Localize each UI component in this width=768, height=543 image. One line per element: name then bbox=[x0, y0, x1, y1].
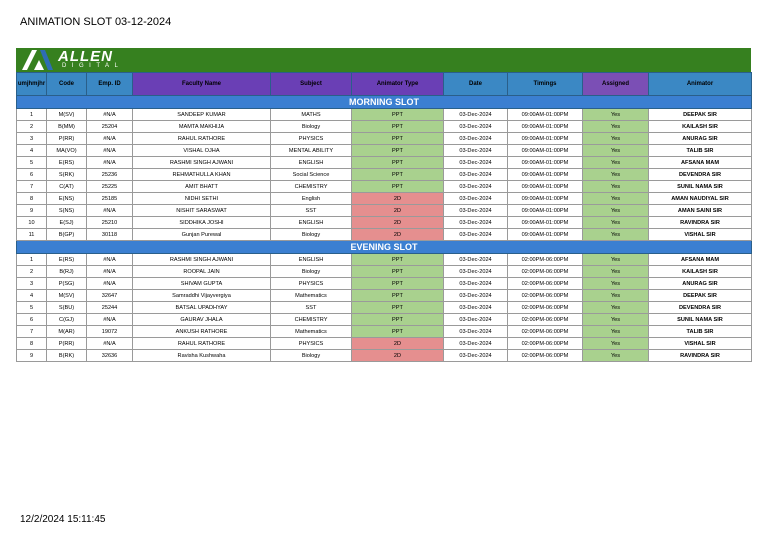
cell-timings: 09:00AM-01:00PM bbox=[508, 157, 583, 169]
table-row bbox=[17, 205, 752, 217]
cell-code: B(MM) bbox=[47, 121, 87, 133]
cell-animator: VISHAL SIR bbox=[649, 229, 752, 241]
cell-timings: 02:00PM-06:00PM bbox=[508, 290, 583, 302]
table-row bbox=[17, 266, 752, 278]
cell-code: B(GP) bbox=[47, 229, 87, 241]
cell-faculty-name: RASHMI SINGH AJWANI bbox=[133, 254, 271, 266]
cell-serial: 2 bbox=[17, 266, 47, 278]
col-header-code: Code bbox=[47, 73, 87, 96]
cell-assigned: Yes bbox=[583, 290, 649, 302]
cell-serial: 5 bbox=[17, 157, 47, 169]
cell-date: 03-Dec-2024 bbox=[444, 302, 508, 314]
cell-faculty-name: RAHUL RATHORE bbox=[133, 133, 271, 145]
cell-subject: PHYSICS bbox=[271, 133, 352, 145]
cell-faculty-name: RAHUL RATHORE bbox=[133, 338, 271, 350]
cell-animator: RAVINDRA SIR bbox=[649, 350, 752, 362]
cell-serial: 1 bbox=[17, 254, 47, 266]
cell-animator: TALIB SIR bbox=[649, 326, 752, 338]
table-row bbox=[17, 326, 752, 338]
cell-subject: Biology bbox=[271, 229, 352, 241]
cell-date: 03-Dec-2024 bbox=[444, 338, 508, 350]
cell-subject: SST bbox=[271, 205, 352, 217]
cell-emp-id: 25204 bbox=[87, 121, 133, 133]
cell-assigned: Yes bbox=[583, 266, 649, 278]
cell-code: E(SJ) bbox=[47, 217, 87, 229]
cell-date: 03-Dec-2024 bbox=[444, 254, 508, 266]
cell-assigned: Yes bbox=[583, 157, 649, 169]
cell-serial: 9 bbox=[17, 205, 47, 217]
cell-timings: 09:00AM-01:00PM bbox=[508, 217, 583, 229]
cell-date: 03-Dec-2024 bbox=[444, 229, 508, 241]
morning-slot-header bbox=[17, 96, 752, 109]
cell-timings: 09:00AM-01:00PM bbox=[508, 145, 583, 157]
cell-code: E(NS) bbox=[47, 193, 87, 205]
cell-animator: ANURAG SIR bbox=[649, 133, 752, 145]
logo-word: ALLEN bbox=[58, 48, 113, 65]
col-header-emp-id: Emp. ID bbox=[87, 73, 133, 96]
cell-animator: VISHAL SIR bbox=[649, 338, 752, 350]
cell-faculty-name: AMIT BHATT bbox=[133, 181, 271, 193]
cell-assigned: Yes bbox=[583, 193, 649, 205]
cell-faculty-name: SANDEEP KUMAR bbox=[133, 109, 271, 121]
cell-faculty-name: SHIVAM GUPTA bbox=[133, 278, 271, 290]
cell-emp-id: #N/A bbox=[87, 133, 133, 145]
cell-animator: DEVENDRA SIR bbox=[649, 169, 752, 181]
cell-animator-type: PPT bbox=[352, 109, 444, 121]
cell-assigned: Yes bbox=[583, 205, 649, 217]
cell-serial: 8 bbox=[17, 193, 47, 205]
cell-faculty-name: RASHMI SINGH AJWANI bbox=[133, 157, 271, 169]
cell-subject: Biology bbox=[271, 266, 352, 278]
cell-code: E(RS) bbox=[47, 157, 87, 169]
cell-timings: 09:00AM-01:00PM bbox=[508, 205, 583, 217]
col-header-assigned: Assigned bbox=[583, 73, 649, 96]
cell-serial: 4 bbox=[17, 145, 47, 157]
cell-code: S(BU) bbox=[47, 302, 87, 314]
slot-label: MORNING SLOT bbox=[17, 96, 752, 109]
cell-date: 03-Dec-2024 bbox=[444, 314, 508, 326]
table-row bbox=[17, 278, 752, 290]
cell-faculty-name: SIDDHIKA JOSHI bbox=[133, 217, 271, 229]
cell-subject: ENGLISH bbox=[271, 217, 352, 229]
cell-assigned: Yes bbox=[583, 302, 649, 314]
cell-emp-id: 25244 bbox=[87, 302, 133, 314]
cell-date: 03-Dec-2024 bbox=[444, 266, 508, 278]
cell-assigned: Yes bbox=[583, 314, 649, 326]
cell-serial: 5 bbox=[17, 302, 47, 314]
cell-timings: 09:00AM-01:00PM bbox=[508, 121, 583, 133]
cell-serial: 4 bbox=[17, 290, 47, 302]
table-body bbox=[17, 96, 752, 362]
cell-emp-id: #N/A bbox=[87, 205, 133, 217]
cell-code: M(AR) bbox=[47, 326, 87, 338]
cell-emp-id: 32636 bbox=[87, 350, 133, 362]
table-row bbox=[17, 229, 752, 241]
cell-animator-type: PPT bbox=[352, 290, 444, 302]
table-row bbox=[17, 193, 752, 205]
cell-date: 03-Dec-2024 bbox=[444, 193, 508, 205]
cell-animator-type: 2D bbox=[352, 193, 444, 205]
cell-faculty-name: REHMATHULLA KHAN bbox=[133, 169, 271, 181]
cell-animator-type: 2D bbox=[352, 205, 444, 217]
cell-code: B(RJ) bbox=[47, 266, 87, 278]
cell-animator-type: PPT bbox=[352, 302, 444, 314]
cell-assigned: Yes bbox=[583, 278, 649, 290]
table-row bbox=[17, 109, 752, 121]
cell-timings: 09:00AM-01:00PM bbox=[508, 193, 583, 205]
cell-emp-id: #N/A bbox=[87, 266, 133, 278]
cell-faculty-name: ANKUSH RATHORE bbox=[133, 326, 271, 338]
cell-timings: 02:00PM-06:00PM bbox=[508, 302, 583, 314]
cell-code: M(SV) bbox=[47, 290, 87, 302]
cell-code: C(GJ) bbox=[47, 314, 87, 326]
page-title: ANIMATION SLOT 03-12-2024 bbox=[20, 16, 172, 28]
cell-animator-type: PPT bbox=[352, 133, 444, 145]
cell-animator-type: PPT bbox=[352, 169, 444, 181]
cell-subject: MATHS bbox=[271, 109, 352, 121]
cell-serial: 1 bbox=[17, 109, 47, 121]
cell-faculty-name: Samraddhi Vijayvergiya bbox=[133, 290, 271, 302]
cell-timings: 02:00PM-06:00PM bbox=[508, 266, 583, 278]
cell-assigned: Yes bbox=[583, 181, 649, 193]
cell-emp-id: 25236 bbox=[87, 169, 133, 181]
table-row bbox=[17, 338, 752, 350]
cell-serial: 7 bbox=[17, 181, 47, 193]
cell-faculty-name: NIDHI SETHI bbox=[133, 193, 271, 205]
cell-animator-type: 2D bbox=[352, 350, 444, 362]
cell-serial: 3 bbox=[17, 133, 47, 145]
animation-slot-table bbox=[16, 72, 752, 362]
col-header-faculty-name: Faculty Name bbox=[133, 73, 271, 96]
cell-subject: SST bbox=[271, 302, 352, 314]
cell-code: P(RR) bbox=[47, 338, 87, 350]
cell-animator: DEEPAK SIR bbox=[649, 290, 752, 302]
cell-serial: 6 bbox=[17, 169, 47, 181]
cell-timings: 02:00PM-06:00PM bbox=[508, 278, 583, 290]
cell-assigned: Yes bbox=[583, 109, 649, 121]
cell-animator-type: PPT bbox=[352, 314, 444, 326]
cell-code: MA(VO) bbox=[47, 145, 87, 157]
allen-logo-icon bbox=[20, 49, 54, 71]
cell-animator-type: PPT bbox=[352, 145, 444, 157]
cell-serial: 8 bbox=[17, 338, 47, 350]
cell-timings: 02:00PM-06:00PM bbox=[508, 326, 583, 338]
cell-assigned: Yes bbox=[583, 133, 649, 145]
cell-animator: AMAN SAINI SIR bbox=[649, 205, 752, 217]
cell-emp-id: 25185 bbox=[87, 193, 133, 205]
col-header-date: Date bbox=[444, 73, 508, 96]
cell-animator-type: PPT bbox=[352, 254, 444, 266]
cell-faculty-name: GAURAV JHALA bbox=[133, 314, 271, 326]
cell-emp-id: 32647 bbox=[87, 290, 133, 302]
cell-animator-type: PPT bbox=[352, 181, 444, 193]
cell-date: 03-Dec-2024 bbox=[444, 157, 508, 169]
cell-timings: 09:00AM-01:00PM bbox=[508, 169, 583, 181]
cell-emp-id: #N/A bbox=[87, 157, 133, 169]
cell-subject: PHYSICS bbox=[271, 338, 352, 350]
cell-code: B(RK) bbox=[47, 350, 87, 362]
col-header-serial: umjhmjhr bbox=[17, 73, 47, 96]
cell-timings: 02:00PM-06:00PM bbox=[508, 350, 583, 362]
cell-animator: TALIB SIR bbox=[649, 145, 752, 157]
cell-animator-type: PPT bbox=[352, 157, 444, 169]
cell-subject: ENGLISH bbox=[271, 157, 352, 169]
cell-animator: RAVINDRA SIR bbox=[649, 217, 752, 229]
cell-date: 03-Dec-2024 bbox=[444, 109, 508, 121]
cell-serial: 3 bbox=[17, 278, 47, 290]
cell-animator: SUNIL NAMA SIR bbox=[649, 181, 752, 193]
cell-timings: 09:00AM-01:00PM bbox=[508, 181, 583, 193]
col-header-timings: Timings bbox=[508, 73, 583, 96]
cell-subject: CHEMISTRY bbox=[271, 181, 352, 193]
cell-assigned: Yes bbox=[583, 121, 649, 133]
brand-banner bbox=[16, 48, 751, 72]
cell-animator: AFSANA MAM bbox=[649, 254, 752, 266]
cell-date: 03-Dec-2024 bbox=[444, 121, 508, 133]
cell-code: P(RR) bbox=[47, 133, 87, 145]
table-row bbox=[17, 169, 752, 181]
cell-serial: 6 bbox=[17, 314, 47, 326]
cell-animator: AMAN NAUDIYAL SIR bbox=[649, 193, 752, 205]
cell-date: 03-Dec-2024 bbox=[444, 326, 508, 338]
cell-serial: 10 bbox=[17, 217, 47, 229]
table-row bbox=[17, 121, 752, 133]
cell-faculty-name: Gunjan Purewal bbox=[133, 229, 271, 241]
cell-assigned: Yes bbox=[583, 169, 649, 181]
cell-emp-id: 30118 bbox=[87, 229, 133, 241]
cell-serial: 7 bbox=[17, 326, 47, 338]
cell-date: 03-Dec-2024 bbox=[444, 278, 508, 290]
cell-emp-id: #N/A bbox=[87, 338, 133, 350]
cell-faculty-name: VISHAL OJHA bbox=[133, 145, 271, 157]
cell-timings: 02:00PM-06:00PM bbox=[508, 254, 583, 266]
cell-animator-type: PPT bbox=[352, 266, 444, 278]
cell-animator-type: PPT bbox=[352, 326, 444, 338]
table-row bbox=[17, 254, 752, 266]
cell-subject: CHEMISTRY bbox=[271, 314, 352, 326]
cell-subject: PHYSICS bbox=[271, 278, 352, 290]
cell-code: M(SV) bbox=[47, 109, 87, 121]
cell-date: 03-Dec-2024 bbox=[444, 217, 508, 229]
cell-serial: 11 bbox=[17, 229, 47, 241]
cell-animator: ANURAG SIR bbox=[649, 278, 752, 290]
col-header-subject: Subject bbox=[271, 73, 352, 96]
cell-date: 03-Dec-2024 bbox=[444, 290, 508, 302]
cell-code: S(RK) bbox=[47, 169, 87, 181]
cell-emp-id: 25210 bbox=[87, 217, 133, 229]
cell-subject: Biology bbox=[271, 121, 352, 133]
table-row bbox=[17, 314, 752, 326]
cell-date: 03-Dec-2024 bbox=[444, 205, 508, 217]
cell-code: E(RS) bbox=[47, 254, 87, 266]
cell-faculty-name: Ravisha Kushwaha bbox=[133, 350, 271, 362]
cell-subject: Mathematics bbox=[271, 290, 352, 302]
cell-code: C(AT) bbox=[47, 181, 87, 193]
col-header-animator-type: Animator Type bbox=[352, 73, 444, 96]
cell-faculty-name: BATSAL UPADHYAY bbox=[133, 302, 271, 314]
evening-slot-header bbox=[17, 241, 752, 254]
cell-timings: 09:00AM-01:00PM bbox=[508, 229, 583, 241]
cell-subject: Mathematics bbox=[271, 326, 352, 338]
cell-assigned: Yes bbox=[583, 326, 649, 338]
cell-faculty-name: ROOPAL JAIN bbox=[133, 266, 271, 278]
cell-assigned: Yes bbox=[583, 350, 649, 362]
cell-faculty-name: NISHIT SARASWAT bbox=[133, 205, 271, 217]
cell-assigned: Yes bbox=[583, 254, 649, 266]
cell-date: 03-Dec-2024 bbox=[444, 350, 508, 362]
cell-timings: 09:00AM-01:00PM bbox=[508, 109, 583, 121]
table-row bbox=[17, 133, 752, 145]
logo-subtitle: DIGITAL bbox=[62, 63, 124, 69]
cell-subject: Biology bbox=[271, 350, 352, 362]
table-row bbox=[17, 145, 752, 157]
header-row bbox=[17, 73, 752, 96]
cell-animator: KAILASH SIR bbox=[649, 121, 752, 133]
cell-animator: AFSANA MAM bbox=[649, 157, 752, 169]
cell-date: 03-Dec-2024 bbox=[444, 181, 508, 193]
cell-animator: DEVENDRA SIR bbox=[649, 302, 752, 314]
cell-date: 03-Dec-2024 bbox=[444, 145, 508, 157]
cell-emp-id: #N/A bbox=[87, 314, 133, 326]
cell-serial: 9 bbox=[17, 350, 47, 362]
cell-animator-type: 2D bbox=[352, 338, 444, 350]
table-row bbox=[17, 217, 752, 229]
table-row bbox=[17, 350, 752, 362]
table-row bbox=[17, 181, 752, 193]
footer-timestamp: 12/2/2024 15:11:45 bbox=[20, 514, 106, 525]
cell-emp-id: 19072 bbox=[87, 326, 133, 338]
cell-emp-id: #N/A bbox=[87, 145, 133, 157]
cell-animator: SUNIL NAMA SIR bbox=[649, 314, 752, 326]
cell-emp-id: #N/A bbox=[87, 278, 133, 290]
cell-timings: 02:00PM-06:00PM bbox=[508, 314, 583, 326]
cell-assigned: Yes bbox=[583, 145, 649, 157]
cell-date: 03-Dec-2024 bbox=[444, 169, 508, 181]
cell-animator-type: 2D bbox=[352, 217, 444, 229]
cell-animator-type: PPT bbox=[352, 121, 444, 133]
slot-label: EVENING SLOT bbox=[17, 241, 752, 254]
cell-faculty-name: MAMTA MAKHIJA bbox=[133, 121, 271, 133]
cell-subject: English bbox=[271, 193, 352, 205]
cell-animator-type: 2D bbox=[352, 229, 444, 241]
cell-animator: DEEPAK SIR bbox=[649, 109, 752, 121]
cell-code: S(NS) bbox=[47, 205, 87, 217]
cell-timings: 02:00PM-06:00PM bbox=[508, 338, 583, 350]
cell-subject: MENTAL ABILITY bbox=[271, 145, 352, 157]
cell-subject: ENGLISH bbox=[271, 254, 352, 266]
cell-emp-id: 25225 bbox=[87, 181, 133, 193]
cell-serial: 2 bbox=[17, 121, 47, 133]
cell-assigned: Yes bbox=[583, 229, 649, 241]
table-row bbox=[17, 290, 752, 302]
cell-emp-id: #N/A bbox=[87, 109, 133, 121]
table-row bbox=[17, 302, 752, 314]
cell-animator: KAILASH SIR bbox=[649, 266, 752, 278]
cell-timings: 09:00AM-01:00PM bbox=[508, 133, 583, 145]
cell-assigned: Yes bbox=[583, 217, 649, 229]
cell-date: 03-Dec-2024 bbox=[444, 133, 508, 145]
cell-code: P(SG) bbox=[47, 278, 87, 290]
table-row bbox=[17, 157, 752, 169]
cell-emp-id: #N/A bbox=[87, 254, 133, 266]
cell-assigned: Yes bbox=[583, 338, 649, 350]
col-header-animator: Animator bbox=[649, 73, 752, 96]
cell-animator-type: PPT bbox=[352, 278, 444, 290]
cell-subject: Social Science bbox=[271, 169, 352, 181]
